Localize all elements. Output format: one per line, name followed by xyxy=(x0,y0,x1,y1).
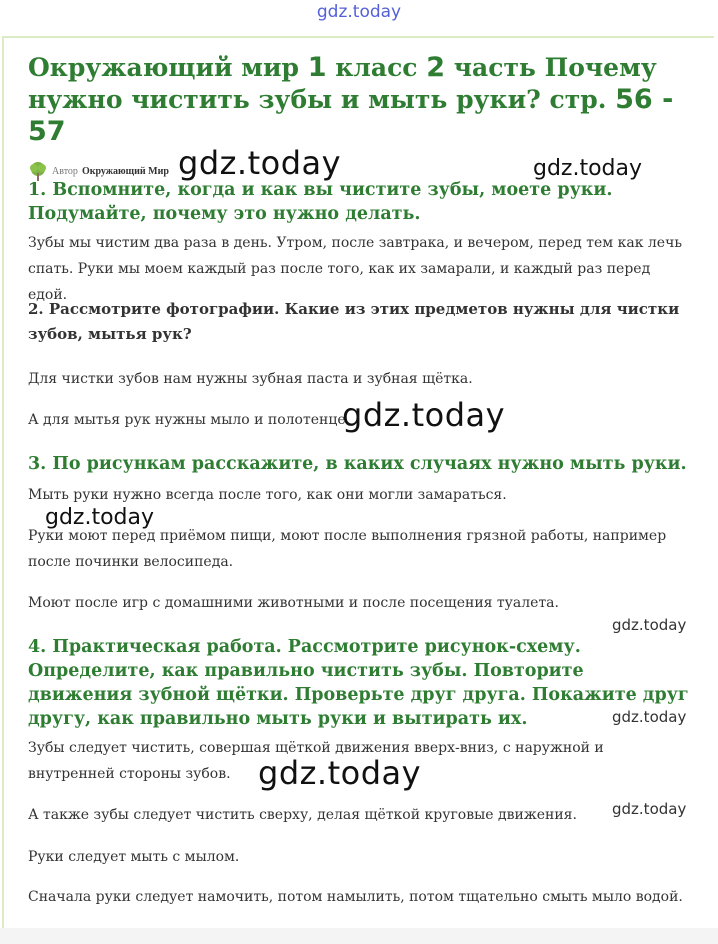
watermark-7: gdz.today xyxy=(258,754,422,792)
title-grade: 1 xyxy=(307,52,327,83)
task-3-answer-1: Мыть руки нужно всегда после того, как они могли замараться. xyxy=(28,487,507,503)
task-1-answer: Зубы мы чистим два раза в день. Утром, после завтрака, и вечером, перед тем как лечь спать. Руки мы моем каждый раз после того, как их замарали, и каждый раз перед едой. xyxy=(28,235,682,303)
task-2-answer-2: А для мытья рук нужны мыло и полотенце. xyxy=(28,412,351,428)
task-3-answer-3: Моют после игр с домашними животными и после посещения туалета. xyxy=(28,595,559,611)
task-3-answer-2: Руки моют перед приёмом пищи, моют после выполнения грязной работы, например после починки велосипеда. xyxy=(28,528,667,570)
watermark-5: gdz.today xyxy=(612,616,687,634)
watermark-1: gdz.today xyxy=(178,144,342,182)
title-part: 2 xyxy=(426,52,446,83)
title-pages: 56 - 57 xyxy=(28,84,674,147)
task-4-answer-4: Сначала руки следует намочить, потом намылить, потом тщательно смыть мыло водой. xyxy=(28,889,683,905)
watermark-8: gdz.today xyxy=(612,800,687,818)
watermark-2: gdz.today xyxy=(533,156,643,181)
footer-bar xyxy=(0,928,718,944)
title-text-3: часть Почему нужно чистить зубы и мыть руки? стр. xyxy=(28,53,657,114)
task-2-question: 2. Рассмотрите фотографии. Какие из этих предметов нужны для чистки зубов, мытья рук? xyxy=(28,300,680,343)
author-name[interactable]: Окружающий Мир xyxy=(81,165,169,177)
watermark-4: gdz.today xyxy=(45,505,155,530)
task-4-answer-3: Руки следует мыть с мылом. xyxy=(28,849,240,865)
top-watermark: gdz.today xyxy=(316,2,402,22)
task-4-answer-2: А также зубы следует чистить сверху, делая щёткой круговые движения. xyxy=(28,807,577,823)
title-text-2: класс xyxy=(326,53,427,82)
task-1-heading: 1. Вспомните, когда и как вы чистите зубы, моете руки. Подумайте, почему это нужно делать. xyxy=(28,180,613,224)
task-3-heading: 3. По рисункам расскажите, в каких случаях нужно мыть руки. xyxy=(28,454,687,474)
task-4-heading: 4. Практическая работа. Рассмотрите рисунок-схему. Определите, как правильно чистить зубы. Повторите движения зубной щётки. Проверьте друг друга. Покажите друг другу, как правильно мыть руки и вытирать их. xyxy=(28,637,689,729)
watermark-6: gdz.today xyxy=(612,708,687,726)
task-2-answer-1: Для чистки зубов нам нужны зубная паста и зубная щётка. xyxy=(28,371,473,387)
task-4-answer-1: Зубы следует чистить, совершая щёткой движения вверх-вниз, с наружной и внутренней стороны зубов. xyxy=(28,740,604,782)
watermark-3: gdz.today xyxy=(342,396,506,434)
page-title xyxy=(28,52,693,148)
author-label: Автор xyxy=(52,165,78,177)
title-text-1: Окружающий мир xyxy=(28,53,308,82)
